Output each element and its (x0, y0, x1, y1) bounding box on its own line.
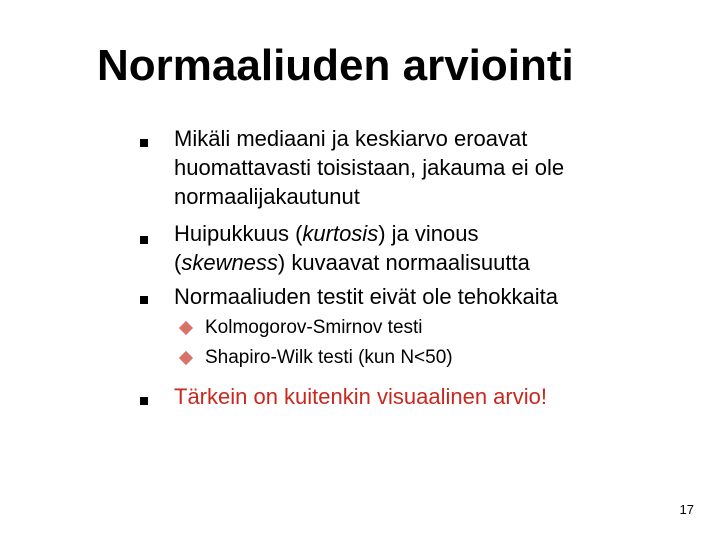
sub-bullet-text-2: Shapiro-Wilk testi (kun N<50) (205, 347, 453, 368)
italic-term: skewness (181, 250, 278, 275)
slide-title: Normaaliuden arviointi (97, 41, 574, 90)
bullet-2-line-1 (174, 219, 654, 248)
square-bullet-icon (140, 296, 148, 304)
bullet-1-line-2: huomattavasti toisistaan, jakauma ei ole (174, 155, 565, 180)
text-segment: ( (174, 250, 182, 275)
square-bullet-icon (140, 236, 148, 244)
square-bullet-icon (140, 139, 148, 147)
bullet-2-line-2 (174, 248, 654, 277)
text-segment: ) ja vinous (378, 221, 479, 246)
bullet-text-1 (174, 124, 654, 211)
bullet-1-line-3: normaalijakautunut (174, 184, 360, 209)
italic-term: kurtosis (302, 221, 379, 246)
bullet-text-3: Normaaliuden testit eivät ole tehokkaita (174, 284, 558, 309)
bullet-text-4: Tärkein on kuitenkin visuaalinen arvio! (174, 384, 547, 409)
square-bullet-icon (140, 397, 148, 405)
sub-bullet-text-1: Kolmogorov-Smirnov testi (205, 317, 423, 338)
text-segment: ) kuvaavat normaalisuutta (277, 250, 530, 275)
bullet-1-line-1: Mikäli mediaani ja keskiarvo eroavat (174, 126, 528, 151)
text-segment: Huipukkuus ( (174, 221, 303, 246)
page-number: 17 (679, 502, 694, 517)
bullet-text-2 (174, 219, 654, 277)
